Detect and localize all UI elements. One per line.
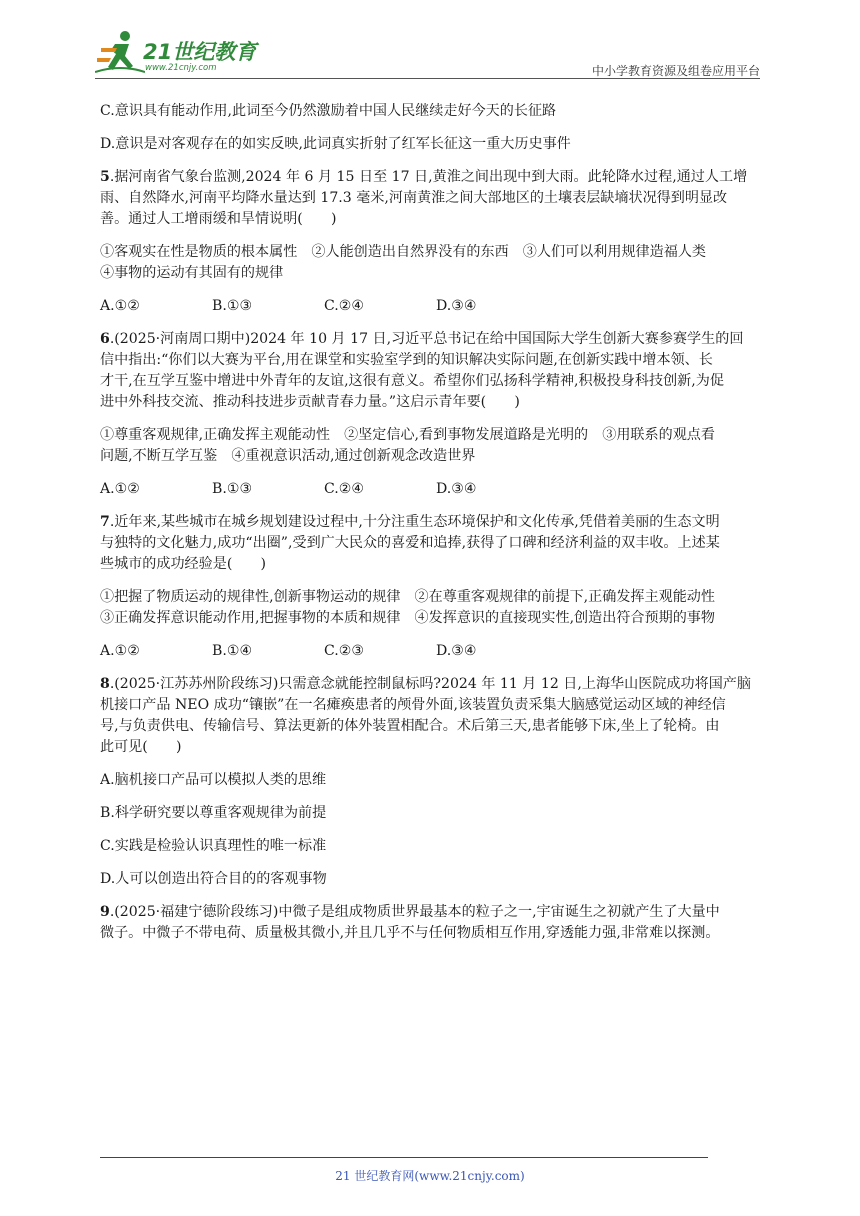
- question-text: .据河南省气象台监测,2024 年 6 月 15 日至 17 日,黄淮之间出现中到大雨。此轮降水过程,通过人工增: [109, 169, 748, 185]
- answer-option: B.①③: [212, 298, 253, 314]
- text-line: 机接口产品 NEO 成功“镶嵌”在一名瘫痪患者的颅骨外面,该装置负责采集大脑感觉运动区域的神经信: [100, 697, 726, 713]
- question-text: .(2025·福建宁德阶段练习)中微子是组成物质世界最基本的粒子之一,宇宙诞生之初就产生了大量中: [109, 904, 720, 920]
- question-number: 8: [100, 676, 110, 692]
- spacer: [100, 890, 762, 902]
- text-line: ①尊重客观规律,正确发挥主观能动性 ②坚定信心,看到事物发展道路是光明的 ③用联系的观点看: [100, 427, 715, 443]
- answer-options: [100, 479, 762, 500]
- answer-option: C.②④: [324, 481, 365, 497]
- footer-text: 21 世纪教育网(www.21cnjy.com): [335, 1169, 525, 1183]
- spacer: [100, 230, 762, 242]
- text-line: ③正确发挥意识能动作用,把握事物的本质和规律 ④发挥意识的直接现实性,创造出符合预期的事物: [100, 610, 715, 626]
- spacer: [100, 791, 762, 803]
- spacer: [100, 284, 762, 296]
- text-line: A.脑机接口产品可以模拟人类的思维: [100, 772, 327, 788]
- answer-option: A.①②: [100, 481, 140, 497]
- answer-option: D.③④: [436, 481, 477, 497]
- text-line: 与独特的文化魅力,成功“出圈”,受到广大民众的喜爱和追捧,获得了口碑和经济利益的双丰收。上述某: [100, 535, 720, 551]
- answer-options: [100, 641, 762, 662]
- spacer: [100, 467, 762, 479]
- spacer: [100, 575, 762, 587]
- logo: [95, 28, 265, 78]
- question-text: .近年来,某些城市在城乡规划建设过程中,十分注重生态环境保护和文化传承,凭借着美丽的生态文明: [109, 514, 720, 530]
- answer-option: A.①②: [100, 643, 140, 659]
- text-line: D.意识是对客观存在的如实反映,此词真实折射了红军长征这一重大历史事件: [100, 136, 571, 152]
- question-number: 6: [100, 331, 110, 347]
- question-number: 7: [100, 514, 110, 530]
- text-line: 号,与负责供电、传输信号、算法更新的体外装置相配合。术后第三天,患者能够下床,坐上了轮椅。由: [100, 718, 720, 734]
- question-number: 5: [100, 169, 110, 185]
- text-line: 善。通过人工增雨缓和旱情说明( ): [100, 211, 337, 227]
- header-divider: [95, 78, 760, 79]
- spacer: [100, 629, 762, 641]
- answer-option: D.③④: [436, 298, 477, 314]
- spacer: [100, 662, 762, 674]
- answer-option: B.①④: [212, 643, 253, 659]
- logo-url: www.21cnjy.com: [145, 63, 217, 73]
- answer-option: C.②④: [324, 298, 365, 314]
- spacer: [100, 500, 762, 512]
- spacer: [100, 317, 762, 329]
- answer-option: C.②③: [324, 643, 365, 659]
- text-line: 雨、自然降水,河南平均降水量达到 17.3 毫米,河南黄淮之间大部地区的土壤表层缺墒状况得到明显改: [100, 190, 728, 206]
- question-text: .(2025·河南周口期中)2024 年 10 月 17 日,习近平总书记在给中国国际大学生创新大赛参赛学生的回: [109, 331, 744, 347]
- text-line: 微子。中微子不带电荷、质量极其微小,并且几乎不与任何物质相互作用,穿透能力强,非常难以探测。: [100, 925, 720, 941]
- text-line: 才干,在互学互鉴中增进中外青年的友谊,这很有意义。希望你们弘扬科学精神,积极投身科技创新,为促: [100, 373, 724, 389]
- question-text: .(2025·江苏苏州阶段练习)只需意念就能控制鼠标吗?2024 年 11 月 12 日,上海华山医院成功将国产脑: [109, 676, 751, 692]
- question-line: [100, 902, 762, 923]
- text-line: 进中外科技交流、推动科技进步贡献青春力量。”这启示青年要( ): [100, 394, 520, 410]
- question-number: 9: [100, 904, 110, 920]
- runner-logo-icon: [95, 28, 145, 78]
- page-header: [95, 28, 760, 80]
- spacer: [100, 758, 762, 770]
- answer-option: A.①②: [100, 298, 140, 314]
- text-line: C.实践是检验认识真理性的唯一标准: [100, 838, 327, 854]
- answer-options: [100, 296, 762, 317]
- text-line: D.人可以创造出符合目的的客观事物: [100, 871, 327, 887]
- text-line: 问题,不断互学互鉴 ④重视意识活动,通过创新观念改造世界: [100, 448, 476, 464]
- footer-divider: [100, 1157, 708, 1158]
- question-line: [100, 674, 762, 695]
- answer-option: B.①③: [212, 481, 253, 497]
- text-line: ①把握了物质运动的规律性,创新事物运动的规律 ②在尊重客观规律的前提下,正确发挥主观能动性: [100, 589, 715, 605]
- text-line: ④事物的运动有其固有的规律: [100, 265, 284, 281]
- text-line: 此可见( ): [100, 739, 182, 755]
- text-line: 信中指出:“你们以大赛为平台,用在课堂和实验室学到的知识解决实际问题,在创新实践中增本领、长: [100, 352, 713, 368]
- spacer: [100, 857, 762, 869]
- logo-text: 21世纪教育: [143, 40, 257, 64]
- text-line: B.科学研究要以尊重客观规律为前提: [100, 805, 327, 821]
- document-body: [100, 101, 762, 944]
- text-line: ①客观实在性是物质的根本属性 ②人能创造出自然界没有的东西 ③人们可以利用规律造福人类: [100, 244, 707, 260]
- spacer: [100, 824, 762, 836]
- text-line: 些城市的成功经验是( ): [100, 556, 267, 572]
- question-line: [100, 512, 762, 533]
- question-line: [100, 167, 762, 188]
- question-line: [100, 329, 762, 350]
- spacer: [100, 155, 762, 167]
- answer-option: D.③④: [436, 643, 477, 659]
- spacer: [100, 413, 762, 425]
- platform-name: 中小学教育资源及组卷应用平台: [591, 64, 760, 78]
- text-line: C.意识具有能动作用,此词至今仍然激励着中国人民继续走好今天的长征路: [100, 103, 557, 119]
- spacer: [100, 122, 762, 134]
